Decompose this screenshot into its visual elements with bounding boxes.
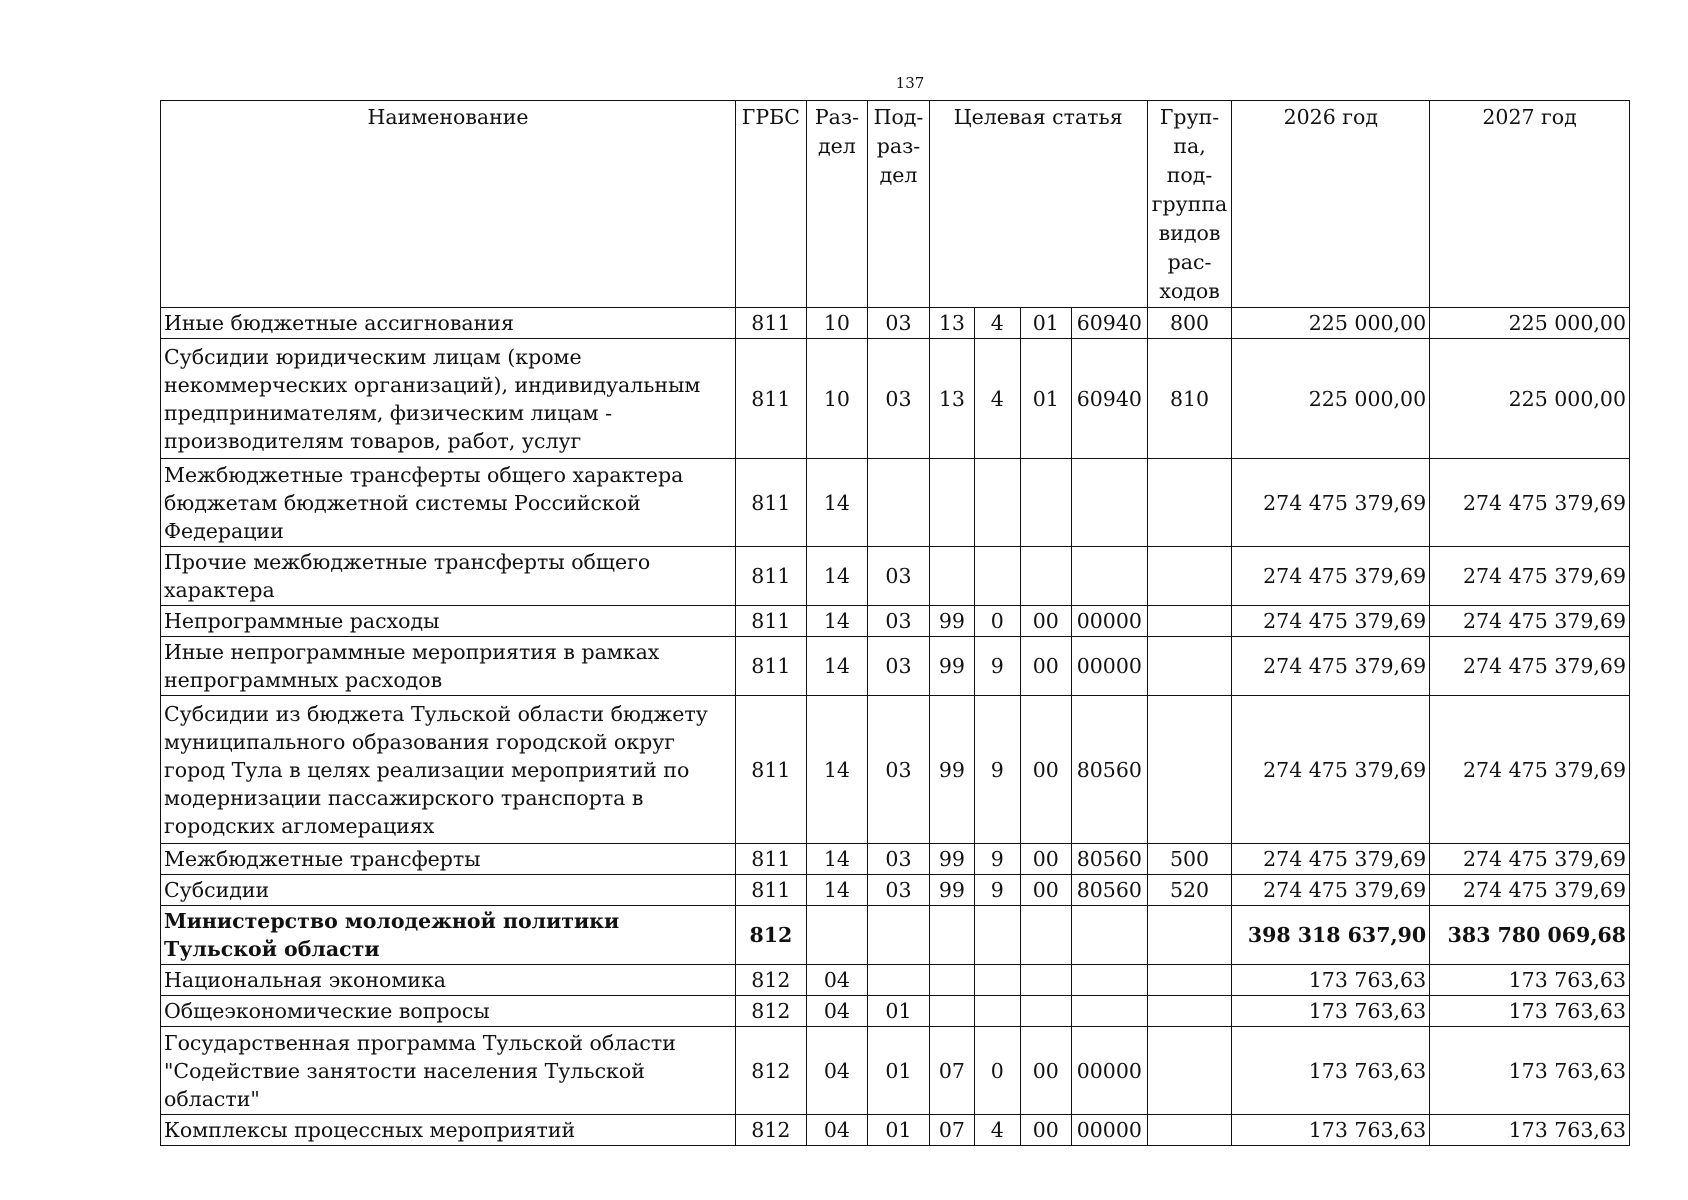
- budget-table: [160, 100, 1630, 1146]
- row-target-4: 00000: [1071, 606, 1147, 637]
- row-target-1: [929, 906, 974, 965]
- row-grbs: 812: [736, 906, 807, 965]
- row-target-1: 99: [929, 844, 974, 875]
- row-target-2: 9: [975, 637, 1020, 696]
- row-2026: 274 475 379,69: [1232, 637, 1430, 696]
- row-target-2: [975, 996, 1020, 1027]
- row-target-3: 00: [1020, 637, 1071, 696]
- header-grbs: ГРБС: [736, 101, 807, 308]
- row-2027: 274 475 379,69: [1430, 696, 1630, 844]
- row-razdel: [806, 906, 868, 965]
- row-target-4: [1071, 906, 1147, 965]
- row-2026: 173 763,63: [1232, 965, 1430, 996]
- row-target-2: [975, 547, 1020, 606]
- row-group: [1147, 606, 1232, 637]
- row-grbs: 811: [736, 637, 807, 696]
- row-group: [1147, 547, 1232, 606]
- row-group: 500: [1147, 844, 1232, 875]
- table-row: [161, 844, 1630, 875]
- row-razdel: 10: [806, 308, 868, 339]
- row-podrazdel: 03: [868, 696, 930, 844]
- row-target-1: [929, 996, 974, 1027]
- row-grbs: 811: [736, 875, 807, 906]
- row-name: Субсидии: [161, 875, 736, 906]
- row-grbs: 812: [736, 965, 807, 996]
- row-target-3: [1020, 965, 1071, 996]
- header-target: Целевая статья: [929, 101, 1147, 308]
- row-2026: 173 763,63: [1232, 996, 1430, 1027]
- row-grbs: 811: [736, 308, 807, 339]
- row-target-1: 99: [929, 637, 974, 696]
- row-target-2: 9: [975, 696, 1020, 844]
- row-2027: 274 475 379,69: [1430, 637, 1630, 696]
- row-group: [1147, 996, 1232, 1027]
- row-name: Субсидии юридическим лицам (кроме некоммерческих организаций), индивидуальным предпринимателям, физическим лицам - производителям товаров, работ, услуг: [161, 339, 736, 459]
- row-target-2: 9: [975, 875, 1020, 906]
- table-header-row: [161, 101, 1630, 308]
- row-name: Общеэкономические вопросы: [161, 996, 736, 1027]
- row-podrazdel: [868, 459, 930, 547]
- row-razdel: 14: [806, 844, 868, 875]
- table-row: [161, 637, 1630, 696]
- header-2026: 2026 год: [1232, 101, 1430, 308]
- row-razdel: 14: [806, 696, 868, 844]
- page-number: 137: [895, 74, 925, 92]
- row-target-4: 80560: [1071, 696, 1147, 844]
- row-2027: 173 763,63: [1430, 1115, 1630, 1146]
- row-razdel: 04: [806, 996, 868, 1027]
- row-target-2: [975, 459, 1020, 547]
- row-2026: 274 475 379,69: [1232, 547, 1430, 606]
- row-2026: 274 475 379,69: [1232, 696, 1430, 844]
- row-name: Субсидии из бюджета Тульской области бюджету муниципального образования городской округ город Тула в целях реализации мероприятий по модернизации пассажирского транспорта в городских агломерациях: [161, 696, 736, 844]
- row-podrazdel: 03: [868, 875, 930, 906]
- row-target-3: 00: [1020, 844, 1071, 875]
- row-grbs: 811: [736, 547, 807, 606]
- row-target-1: 13: [929, 339, 974, 459]
- row-grbs: 812: [736, 1115, 807, 1146]
- row-target-4: 00000: [1071, 637, 1147, 696]
- header-razdel: Раз- дел: [806, 101, 868, 308]
- row-target-2: 9: [975, 844, 1020, 875]
- row-target-4: 60940: [1071, 339, 1147, 459]
- row-target-4: [1071, 996, 1147, 1027]
- row-razdel: 14: [806, 875, 868, 906]
- row-group: [1147, 637, 1232, 696]
- row-name: Прочие межбюджетные трансферты общего характера: [161, 547, 736, 606]
- row-2027: 274 475 379,69: [1430, 844, 1630, 875]
- header-group: Груп- па, под- группа видов рас- ходов: [1147, 101, 1232, 308]
- header-podrazdel: Под- раз- дел: [868, 101, 930, 308]
- row-podrazdel: [868, 965, 930, 996]
- row-target-2: 4: [975, 339, 1020, 459]
- row-group: [1147, 459, 1232, 547]
- row-2026: 274 475 379,69: [1232, 606, 1430, 637]
- row-target-1: 07: [929, 1115, 974, 1146]
- row-2027: 274 475 379,69: [1430, 547, 1630, 606]
- header-2027: 2027 год: [1430, 101, 1630, 308]
- row-target-3: [1020, 996, 1071, 1027]
- table-row: [161, 339, 1630, 459]
- row-razdel: 14: [806, 606, 868, 637]
- row-target-3: 00: [1020, 1115, 1071, 1146]
- row-podrazdel: 03: [868, 637, 930, 696]
- row-name: Иные непрограммные мероприятия в рамках непрограммных расходов: [161, 637, 736, 696]
- row-2026: 225 000,00: [1232, 339, 1430, 459]
- row-target-3: [1020, 906, 1071, 965]
- row-target-1: [929, 459, 974, 547]
- row-group: [1147, 696, 1232, 844]
- row-2027: 383 780 069,68: [1430, 906, 1630, 965]
- row-razdel: 14: [806, 459, 868, 547]
- row-2026: 274 475 379,69: [1232, 844, 1430, 875]
- row-target-3: [1020, 459, 1071, 547]
- row-grbs: 812: [736, 996, 807, 1027]
- row-podrazdel: [868, 906, 930, 965]
- row-razdel: 14: [806, 547, 868, 606]
- row-target-4: [1071, 965, 1147, 996]
- row-target-2: [975, 965, 1020, 996]
- row-target-3: 01: [1020, 339, 1071, 459]
- row-target-1: 99: [929, 606, 974, 637]
- row-group: [1147, 1115, 1232, 1146]
- row-2026: 225 000,00: [1232, 308, 1430, 339]
- row-group: [1147, 906, 1232, 965]
- header-name: Наименование: [161, 101, 736, 308]
- row-target-2: [975, 906, 1020, 965]
- row-2027: 225 000,00: [1430, 339, 1630, 459]
- row-2026: 173 763,63: [1232, 1027, 1430, 1115]
- row-grbs: 811: [736, 459, 807, 547]
- row-target-4: 80560: [1071, 844, 1147, 875]
- row-2026: 398 318 637,90: [1232, 906, 1430, 965]
- row-2027: 274 475 379,69: [1430, 875, 1630, 906]
- row-target-3: 00: [1020, 696, 1071, 844]
- row-razdel: 04: [806, 965, 868, 996]
- row-name: Государственная программа Тульской области "Содействие занятости населения Тульской области": [161, 1027, 736, 1115]
- row-target-4: 00000: [1071, 1027, 1147, 1115]
- row-name: Межбюджетные трансферты: [161, 844, 736, 875]
- row-2026: 274 475 379,69: [1232, 459, 1430, 547]
- row-2027: 274 475 379,69: [1430, 459, 1630, 547]
- row-razdel: 04: [806, 1027, 868, 1115]
- row-target-1: [929, 965, 974, 996]
- row-razdel: 14: [806, 637, 868, 696]
- row-target-3: 01: [1020, 308, 1071, 339]
- row-target-4: [1071, 547, 1147, 606]
- row-name: Непрограммные расходы: [161, 606, 736, 637]
- row-podrazdel: 03: [868, 606, 930, 637]
- row-target-1: [929, 547, 974, 606]
- row-2026: 173 763,63: [1232, 1115, 1430, 1146]
- table-row: [161, 875, 1630, 906]
- row-grbs: 811: [736, 696, 807, 844]
- row-target-3: 00: [1020, 1027, 1071, 1115]
- row-grbs: 812: [736, 1027, 807, 1115]
- row-group: 520: [1147, 875, 1232, 906]
- row-target-3: [1020, 547, 1071, 606]
- row-group: 810: [1147, 339, 1232, 459]
- row-target-3: 00: [1020, 875, 1071, 906]
- row-target-4: 60940: [1071, 308, 1147, 339]
- row-grbs: 811: [736, 606, 807, 637]
- row-2027: 173 763,63: [1430, 1027, 1630, 1115]
- row-group: 800: [1147, 308, 1232, 339]
- row-group: [1147, 965, 1232, 996]
- row-name: Национальная экономика: [161, 965, 736, 996]
- row-target-2: 0: [975, 606, 1020, 637]
- row-razdel: 04: [806, 1115, 868, 1146]
- row-2027: 173 763,63: [1430, 996, 1630, 1027]
- row-podrazdel: 01: [868, 1115, 930, 1146]
- table-row: [161, 1027, 1630, 1115]
- row-grbs: 811: [736, 339, 807, 459]
- table-row: [161, 965, 1630, 996]
- row-podrazdel: 03: [868, 547, 930, 606]
- row-target-4: 80560: [1071, 875, 1147, 906]
- row-target-1: 13: [929, 308, 974, 339]
- row-2027: 225 000,00: [1430, 308, 1630, 339]
- row-target-4: 00000: [1071, 1115, 1147, 1146]
- row-podrazdel: 01: [868, 996, 930, 1027]
- table-row: [161, 696, 1630, 844]
- row-name: Иные бюджетные ассигнования: [161, 308, 736, 339]
- row-name: Министерство молодежной политики Тульской области: [161, 906, 736, 965]
- row-target-3: 00: [1020, 606, 1071, 637]
- table-row: [161, 459, 1630, 547]
- table-row-ministry: [161, 906, 1630, 965]
- row-target-4: [1071, 459, 1147, 547]
- row-podrazdel: 03: [868, 308, 930, 339]
- table-row: [161, 996, 1630, 1027]
- row-name: Межбюджетные трансферты общего характера бюджетам бюджетной системы Российской Федерации: [161, 459, 736, 547]
- table-row: [161, 1115, 1630, 1146]
- row-podrazdel: 03: [868, 844, 930, 875]
- row-target-2: 4: [975, 1115, 1020, 1146]
- row-2027: 173 763,63: [1430, 965, 1630, 996]
- row-target-2: 4: [975, 308, 1020, 339]
- row-target-1: 99: [929, 875, 974, 906]
- table-row: [161, 547, 1630, 606]
- row-group: [1147, 1027, 1232, 1115]
- row-podrazdel: 01: [868, 1027, 930, 1115]
- row-target-1: 99: [929, 696, 974, 844]
- table-row: [161, 606, 1630, 637]
- row-grbs: 811: [736, 844, 807, 875]
- row-2027: 274 475 379,69: [1430, 606, 1630, 637]
- row-target-1: 07: [929, 1027, 974, 1115]
- row-razdel: 10: [806, 339, 868, 459]
- row-target-2: 0: [975, 1027, 1020, 1115]
- row-2026: 274 475 379,69: [1232, 875, 1430, 906]
- table-row: [161, 308, 1630, 339]
- row-name: Комплексы процессных мероприятий: [161, 1115, 736, 1146]
- row-podrazdel: 03: [868, 339, 930, 459]
